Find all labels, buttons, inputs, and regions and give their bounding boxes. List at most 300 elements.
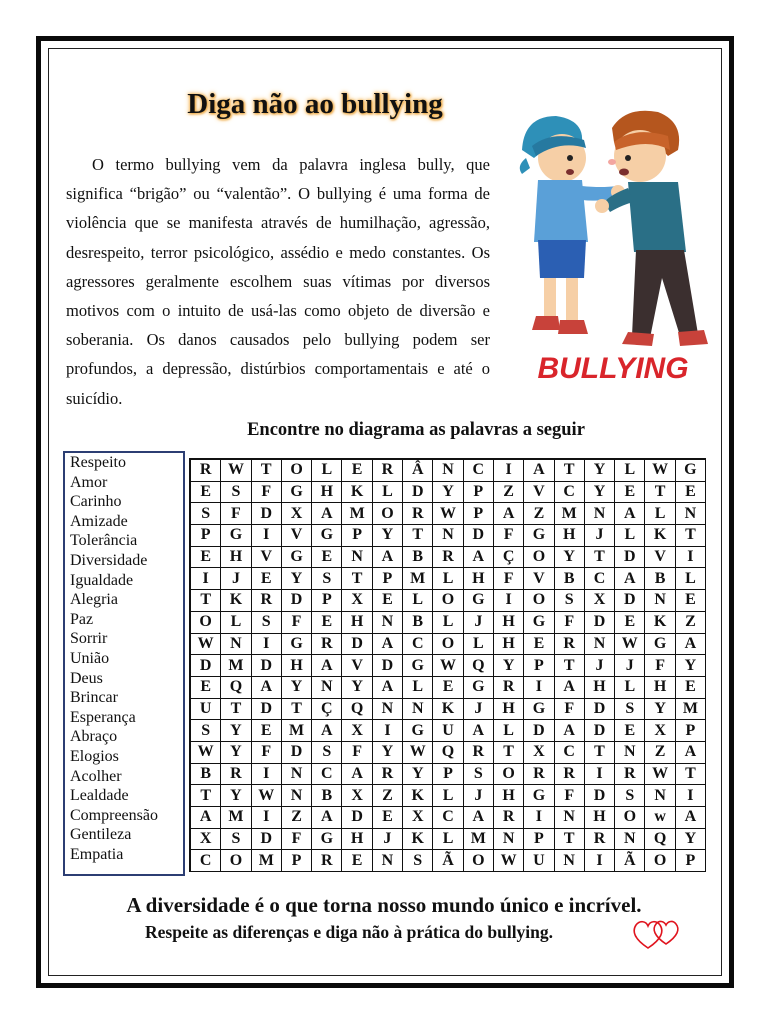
grid-cell: G — [524, 525, 554, 547]
grid-cell: L — [373, 482, 403, 504]
closing-line-2: Respeite as diferenças e diga não à prática do bullying. — [145, 922, 554, 942]
grid-cell: K — [403, 785, 433, 807]
grid-cell: F — [282, 829, 312, 851]
grid-cell: N — [433, 525, 463, 547]
grid-cell: E — [433, 677, 463, 699]
grid-cell: T — [403, 525, 433, 547]
grid-cell: L — [615, 525, 645, 547]
grid-cell: B — [555, 568, 585, 590]
grid-cell: L — [403, 590, 433, 612]
grid-cell: C — [555, 742, 585, 764]
word-list-item: União — [70, 649, 110, 667]
grid-cell: O — [282, 460, 312, 482]
grid-cell: B — [403, 547, 433, 569]
grid-cell: O — [524, 590, 554, 612]
grid-cell: R — [555, 764, 585, 786]
grid-cell: H — [645, 677, 675, 699]
grid-cell: J — [373, 829, 403, 851]
grid-cell: R — [191, 460, 221, 482]
grid-cell: A — [676, 634, 706, 656]
word-list-item: Deus — [70, 669, 103, 687]
grid-cell: P — [676, 850, 706, 872]
grid-cell: A — [373, 677, 403, 699]
grid-cell: N — [342, 547, 372, 569]
grid-cell: Q — [221, 677, 251, 699]
grid-cell: A — [615, 503, 645, 525]
grid-cell: Y — [433, 482, 463, 504]
grid-cell: J — [221, 568, 251, 590]
grid-cell: L — [221, 612, 251, 634]
grid-cell: W — [494, 850, 524, 872]
grid-cell: T — [676, 764, 706, 786]
grid-cell: W — [403, 742, 433, 764]
grid-cell: O — [191, 612, 221, 634]
grid-cell: G — [676, 460, 706, 482]
grid-cell: G — [645, 634, 675, 656]
word-list-box — [63, 451, 185, 876]
grid-cell: A — [342, 764, 372, 786]
grid-cell: X — [282, 503, 312, 525]
grid-cell: M — [464, 829, 494, 851]
word-list-item: Carinho — [70, 493, 122, 511]
grid-cell: N — [494, 829, 524, 851]
grid-cell: Y — [373, 742, 403, 764]
grid-cell: R — [221, 764, 251, 786]
grid-cell: R — [252, 590, 282, 612]
grid-cell: H — [494, 785, 524, 807]
grid-cell: P — [373, 568, 403, 590]
grid-cell: S — [615, 699, 645, 721]
grid-cell: D — [585, 720, 615, 742]
grid-cell: H — [494, 634, 524, 656]
grid-cell: O — [494, 764, 524, 786]
grid-cell: F — [645, 655, 675, 677]
grid-cell: F — [252, 482, 282, 504]
grid-cell: H — [494, 699, 524, 721]
grid-cell: L — [494, 720, 524, 742]
grid-cell: X — [585, 590, 615, 612]
grid-cell: J — [464, 785, 494, 807]
grid-cell: N — [645, 785, 675, 807]
grid-cell: X — [191, 829, 221, 851]
grid-cell: Ç — [494, 547, 524, 569]
grid-cell: D — [191, 655, 221, 677]
grid-cell: T — [221, 699, 251, 721]
grid-cell: Â — [403, 460, 433, 482]
grid-cell: S — [555, 590, 585, 612]
grid-cell: F — [252, 742, 282, 764]
word-search-grid — [189, 458, 706, 872]
word-list-item: Respeito — [70, 454, 126, 471]
grid-cell: R — [373, 764, 403, 786]
grid-cell: X — [403, 807, 433, 829]
grid-cell: C — [433, 807, 463, 829]
grid-cell: T — [585, 547, 615, 569]
grid-cell: Q — [342, 699, 372, 721]
grid-cell: E — [676, 590, 706, 612]
grid-cell: N — [373, 612, 403, 634]
grid-cell: X — [342, 590, 372, 612]
grid-cell: E — [524, 634, 554, 656]
grid-cell: M — [676, 699, 706, 721]
grid-cell: B — [312, 785, 342, 807]
grid-cell: X — [342, 785, 372, 807]
word-list-item: Amizade — [70, 512, 128, 530]
word-list-item: Amor — [70, 473, 108, 491]
grid-cell: H — [555, 525, 585, 547]
grid-cell: N — [373, 850, 403, 872]
grid-cell: V — [342, 655, 372, 677]
grid-cell: I — [252, 764, 282, 786]
grid-cell: D — [282, 742, 312, 764]
grid-cell: I — [585, 764, 615, 786]
grid-cell: M — [221, 655, 251, 677]
grid-cell: U — [433, 720, 463, 742]
grid-cell: N — [433, 460, 463, 482]
grid-cell: N — [676, 503, 706, 525]
grid-cell: W — [191, 634, 221, 656]
grid-cell: M — [342, 503, 372, 525]
grid-cell: D — [282, 590, 312, 612]
grid-cell: D — [252, 503, 282, 525]
grid-cell: H — [585, 677, 615, 699]
grid-cell: S — [403, 850, 433, 872]
grid-cell: G — [282, 482, 312, 504]
grid-cell: D — [615, 547, 645, 569]
intro-paragraph: O termo bullying vem da palavra inglesa bully, que significa “brigão” ou “valentão”. O bullying é uma forma de violência que se manifesta através de humilhação, agressão, desrespeito, terror psicológico, assédio e medo constantes. Os agressores geralmente escolhem suas vítimas por diversos motivos com o intuito de usá-las como objeto de diversão e soberania. Os danos causados pelo bullying podem ser profundos, a depressão, distúrbios comportamentais e até o suicídio. — [66, 155, 490, 408]
grid-cell: I — [676, 785, 706, 807]
grid-cell: D — [585, 612, 615, 634]
grid-cell: L — [615, 677, 645, 699]
grid-cell: P — [312, 590, 342, 612]
grid-cell: T — [555, 829, 585, 851]
two-boys-fighting-illustration — [508, 102, 718, 392]
grid-cell: D — [524, 720, 554, 742]
grid-cell: E — [191, 677, 221, 699]
grid-cell: D — [342, 807, 372, 829]
grid-cell: P — [342, 525, 372, 547]
grid-cell: Y — [282, 677, 312, 699]
grid-cell: A — [312, 807, 342, 829]
grid-cell: F — [282, 612, 312, 634]
grid-cell: O — [373, 503, 403, 525]
grid-cell: Q — [433, 742, 463, 764]
grid-cell: B — [645, 568, 675, 590]
grid-cell: T — [585, 742, 615, 764]
grid-cell: Q — [464, 655, 494, 677]
grid-cell: E — [252, 568, 282, 590]
double-heart-icon — [630, 917, 686, 951]
grid-cell: C — [403, 634, 433, 656]
grid-cell: C — [191, 850, 221, 872]
grid-cell: T — [252, 460, 282, 482]
grid-cell: N — [615, 829, 645, 851]
word-list-item: Diversidade — [70, 551, 148, 569]
grid-cell: L — [433, 568, 463, 590]
grid-cell: G — [403, 720, 433, 742]
grid-cell: W — [433, 503, 463, 525]
grid-cell: W — [221, 460, 251, 482]
grid-cell: A — [555, 677, 585, 699]
grid-cell: R — [464, 742, 494, 764]
grid-cell: A — [312, 503, 342, 525]
grid-cell: O — [615, 807, 645, 829]
word-list-item: Acolher — [70, 767, 122, 785]
grid-cell: G — [524, 612, 554, 634]
grid-cell: P — [282, 850, 312, 872]
grid-cell: R — [373, 460, 403, 482]
grid-cell: L — [645, 503, 675, 525]
grid-cell: T — [494, 742, 524, 764]
grid-cell: K — [342, 482, 372, 504]
grid-cell: N — [373, 699, 403, 721]
grid-cell: D — [252, 699, 282, 721]
grid-cell: w — [645, 807, 675, 829]
grid-cell: Z — [373, 785, 403, 807]
grid-cell: Y — [342, 677, 372, 699]
word-list-item: Compreensão — [70, 806, 158, 824]
grid-cell: V — [524, 568, 554, 590]
grid-cell: I — [252, 634, 282, 656]
grid-cell: A — [464, 720, 494, 742]
grid-cell: A — [494, 503, 524, 525]
grid-cell: E — [615, 482, 645, 504]
grid-cell: N — [585, 503, 615, 525]
word-list-item: Lealdade — [70, 787, 129, 805]
grid-cell: P — [676, 720, 706, 742]
grid-cell: K — [433, 699, 463, 721]
grid-cell: L — [433, 785, 463, 807]
grid-cell: B — [191, 764, 221, 786]
grid-cell: A — [676, 742, 706, 764]
grid-cell: N — [585, 634, 615, 656]
grid-cell: G — [524, 699, 554, 721]
word-list-item: Alegria — [70, 591, 118, 609]
grid-cell: E — [342, 460, 372, 482]
grid-cell: Y — [221, 785, 251, 807]
grid-cell: D — [342, 634, 372, 656]
grid-cell: N — [645, 590, 675, 612]
grid-cell: N — [282, 764, 312, 786]
grid-cell: W — [615, 634, 645, 656]
grid-cell: I — [524, 807, 554, 829]
grid-cell: H — [342, 829, 372, 851]
grid-cell: R — [312, 634, 342, 656]
grid-cell: H — [494, 612, 524, 634]
grid-cell: C — [585, 568, 615, 590]
grid-cell: W — [433, 655, 463, 677]
grid-cell: E — [373, 590, 403, 612]
grid-cell: M — [403, 568, 433, 590]
grid-cell: T — [282, 699, 312, 721]
closing-line-1: A diversidade é o que torna nosso mundo único e incrível. — [126, 893, 642, 917]
grid-cell: S — [221, 829, 251, 851]
grid-cell: S — [252, 612, 282, 634]
grid-cell: C — [464, 460, 494, 482]
grid-cell: F — [555, 612, 585, 634]
grid-cell: E — [191, 547, 221, 569]
grid-cell: S — [312, 742, 342, 764]
grid-cell: R — [585, 829, 615, 851]
grid-cell: F — [555, 785, 585, 807]
grid-cell: I — [252, 807, 282, 829]
grid-cell: A — [615, 568, 645, 590]
grid-cell: K — [221, 590, 251, 612]
grid-cell: K — [645, 525, 675, 547]
grid-cell: A — [555, 720, 585, 742]
word-list-item: Paz — [70, 610, 94, 628]
grid-cell: Q — [645, 829, 675, 851]
grid-cell: P — [191, 525, 221, 547]
grid-cell: E — [373, 807, 403, 829]
grid-cell: J — [464, 612, 494, 634]
grid-cell: E — [615, 612, 645, 634]
grid-cell: F — [342, 742, 372, 764]
bullying-illustration — [508, 102, 718, 392]
grid-cell: Y — [494, 655, 524, 677]
grid-cell: I — [494, 460, 524, 482]
grid-cell: F — [221, 503, 251, 525]
grid-cell: G — [312, 525, 342, 547]
grid-cell: V — [524, 482, 554, 504]
grid-cell: A — [252, 677, 282, 699]
grid-cell: I — [494, 590, 524, 612]
grid-cell: E — [312, 547, 342, 569]
grid-cell: R — [494, 677, 524, 699]
grid-cell: R — [403, 503, 433, 525]
bullying-caption: BULLYING — [537, 352, 689, 385]
grid-cell: R — [312, 850, 342, 872]
word-list-item: Tolerância — [70, 532, 138, 550]
grid-cell: T — [645, 482, 675, 504]
grid-cell: M — [252, 850, 282, 872]
grid-cell: T — [191, 785, 221, 807]
grid-cell: U — [191, 699, 221, 721]
grid-cell: L — [464, 634, 494, 656]
grid-cell: R — [524, 764, 554, 786]
grid-cell: V — [282, 525, 312, 547]
grid-cell: Y — [221, 720, 251, 742]
grid-cell: H — [464, 568, 494, 590]
grid-cell: J — [615, 655, 645, 677]
grid-cell: Ã — [615, 850, 645, 872]
grid-cell: P — [433, 764, 463, 786]
instruction-heading: Encontre no diagrama as palavras a seguir — [247, 420, 585, 440]
grid-cell: A — [676, 807, 706, 829]
grid-cell: F — [494, 568, 524, 590]
grid-cell: Y — [676, 829, 706, 851]
word-list — [70, 453, 183, 864]
grid-cell: T — [555, 460, 585, 482]
grid-cell: D — [464, 525, 494, 547]
grid-cell: Z — [645, 742, 675, 764]
grid-cell: Ã — [433, 850, 463, 872]
grid-cell: E — [312, 612, 342, 634]
grid-cell: D — [252, 655, 282, 677]
grid-cell: T — [676, 525, 706, 547]
grid-cell: R — [433, 547, 463, 569]
grid-cell: L — [433, 829, 463, 851]
grid-cell: O — [221, 850, 251, 872]
grid-cell: A — [373, 547, 403, 569]
grid-cell: P — [464, 503, 494, 525]
grid-cell: N — [221, 634, 251, 656]
grid-cell: Z — [676, 612, 706, 634]
grid-cell: I — [585, 850, 615, 872]
grid-cell: Y — [585, 482, 615, 504]
grid-cell: S — [615, 785, 645, 807]
word-list-item: Elogios — [70, 747, 119, 765]
grid-cell: H — [282, 655, 312, 677]
grid-cell: N — [555, 807, 585, 829]
grid-cell: G — [524, 785, 554, 807]
grid-cell: T — [191, 590, 221, 612]
grid-cell: E — [676, 677, 706, 699]
grid-cell: F — [555, 699, 585, 721]
grid-cell: A — [464, 807, 494, 829]
grid-cell: Y — [676, 655, 706, 677]
grid-cell: W — [191, 742, 221, 764]
page-title: Diga não ao bullying — [187, 88, 443, 120]
grid-cell: D — [252, 829, 282, 851]
grid-cell: I — [676, 547, 706, 569]
grid-cell: S — [221, 482, 251, 504]
grid-cell: L — [403, 677, 433, 699]
grid-cell: W — [645, 460, 675, 482]
grid-cell: T — [555, 655, 585, 677]
grid-cell: G — [221, 525, 251, 547]
grid-cell: G — [282, 547, 312, 569]
word-list-item: Brincar — [70, 689, 118, 707]
grid-cell: G — [312, 829, 342, 851]
grid-cell: S — [312, 568, 342, 590]
grid-cell: L — [615, 460, 645, 482]
grid-cell: H — [342, 612, 372, 634]
grid-cell: P — [464, 482, 494, 504]
grid-cell: P — [524, 829, 554, 851]
grid-cell: I — [191, 568, 221, 590]
grid-cell: N — [403, 699, 433, 721]
grid-cell: Y — [555, 547, 585, 569]
grid-cell: Y — [645, 699, 675, 721]
grid-cell: X — [645, 720, 675, 742]
grid-cell: D — [615, 590, 645, 612]
grid-cell: V — [252, 547, 282, 569]
grid-cell: R — [615, 764, 645, 786]
grid-cell: C — [312, 764, 342, 786]
grid-cell: Z — [494, 482, 524, 504]
grid-cell: G — [464, 590, 494, 612]
grid-cell: P — [524, 655, 554, 677]
grid-cell: R — [494, 807, 524, 829]
grid-cell: I — [373, 720, 403, 742]
grid-cell: V — [645, 547, 675, 569]
grid-cell: N — [282, 785, 312, 807]
grid-cell: E — [191, 482, 221, 504]
grid-cell: G — [282, 634, 312, 656]
grid-cell: F — [494, 525, 524, 547]
grid-cell: Z — [524, 503, 554, 525]
grid-cell: O — [433, 590, 463, 612]
grid-cell: D — [403, 482, 433, 504]
grid-cell: Y — [373, 525, 403, 547]
grid-cell: O — [433, 634, 463, 656]
grid-cell: Z — [282, 807, 312, 829]
grid-cell: M — [282, 720, 312, 742]
grid-cell: J — [585, 655, 615, 677]
grid-cell: A — [312, 655, 342, 677]
grid-cell: D — [585, 699, 615, 721]
